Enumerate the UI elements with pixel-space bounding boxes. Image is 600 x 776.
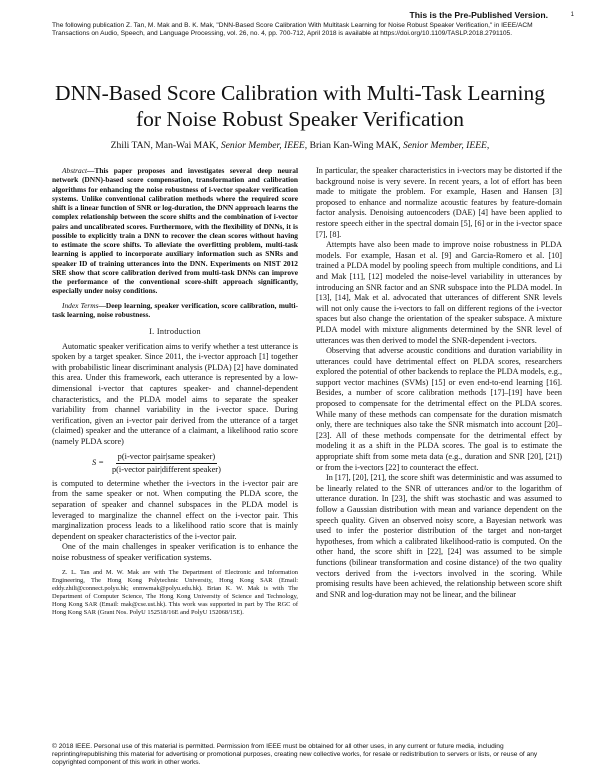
author-role-1: Senior Member, IEEE, — [220, 140, 308, 151]
intro-paragraph-2: is computed to determine whether the i-vectors in the i-vector pair are from the same speaker or not. When computing the PLDA score, the separation of speaker and channel subspaces in the PLDA model is leveraged to marginalize the channel effect on the i-vector pair. This marginalization process leads to a likelihood ratio score that is mainly dependent on speaker characteristics of the i-vector pair. — [52, 478, 298, 541]
right-paragraph-3: Observing that adverse acoustic conditions and duration variability in utterances could have detrimental effect on PLDA scores, researchers explored the potential of other backends to replace the PLDA models, e.g., support vector machines (SVMs) [15] or even end-to-end learning [16]. Besides, a number of score calibration methods [17]–[19] have been proposed to compensate for the detrimental effect on the PLDA scores. While many of these methods can compensate for the duration mismatch only, there are techniques also take the SNR mismatch into account [20]–[23]. All of these methods compensate for the detrimental effect by modeling it as a shift in the PLDA scores. The goal is to estimate the appropriate shift from some meta data (e.g., duration and SNR [20], [21]) or from the i-vectors [22] to counteract the effect. — [316, 346, 562, 472]
equation-denominator: p(i-vector pair|different speaker) — [111, 465, 221, 475]
authors-middle: Brian Kan-Wing MAK, — [307, 140, 403, 151]
authors-prefix: Zhili TAN, Man-Wai MAK, — [110, 140, 221, 151]
equation-fraction — [110, 452, 223, 476]
page-number: 1 — [570, 12, 574, 18]
abstract-label: Abstract — [62, 166, 88, 175]
section-heading-introduction: I. Introduction — [149, 327, 201, 336]
index-terms-text: —Deep learning, speaker verification, score calibration, multi-task learning, noise robustness. — [52, 300, 298, 319]
intro-paragraph-1: Automatic speaker verification aims to verify whether a test utterance is spoken by a target speaker. Since 2011, the i-vector approach [1] together with probabilistic linear discriminant analysis (PLDA) [2] have dominated this area. Under this framework, each utterance is represented by a low-dimensional i-vector that captures speaker- and channel-dependent characteristics, and the PLDA model aims to separate the speaker variability from channel variability in the i-vector space. During verification, given an i-vector pair derived from the utterance of a target (claimed) speaker and the utterance of a claimant, a likelihood ratio score (namely PLDA score) — [52, 341, 298, 446]
right-paragraph-2: Attempts have also been made to improve noise robustness in PLDA models. For example, Hasan et al. [9] and Garcia-Romero et al. [10] trained a PLDA model by pooling speech from multiple conditions, and Li and Mak [11], [12] modeled the noise-level variability in utterances by introducing an SNR factor and an SNR subspace into the PLDA model. In [13], [14], Mak et al. advocated that utterances of different SNR levels will not only cause the i-vectors to fall on different regions of the i-vector spaces but also change the orientation of the speaker subspace. A mixture PLDA model with mixture alignments determined by the SNR level of utterances was then derived to model the SNR-dependent i-vectors. — [316, 240, 562, 345]
index-terms — [52, 301, 298, 320]
left-column — [52, 166, 298, 617]
right-column — [316, 166, 562, 600]
copyright-notice: © 2018 IEEE. Personal use of this material is permitted. Permission from IEEE must be obtained for all other uses, in any current or future media, including reprinting/republishing this material for advertising or promotional purposes, creating new collective works, for resale or redistribution to servers or lists, or reuse of any copyrighted component of this work in other works. — [52, 743, 538, 767]
index-terms-label: Index Terms — [62, 300, 99, 310]
plda-score-equation — [52, 452, 298, 476]
author-role-2: Senior Member, IEEE, — [403, 140, 490, 151]
publication-note: The following publication Z. Tan, M. Mak and B. K. Mak, "DNN-Based Score Calibration With Multitask Learning for Noise Robust Speaker Verification," in IEEE/ACM Transactions on Audio, Speech, and Language Processing, vol. 26, no. 4, pp. 700-712, April 2018 is available at https://doi.org/10.1109/TASLP.2018.2791105. — [52, 22, 533, 38]
author-footnote: Z. L. Tan and M. W. Mak are with The Department of Electronic and Information Engineering, The Hong Kong Polytechnic University, Hong Kong SAR (Email: eddy.zhili@connect.polyu.hk; enmwmak@polyu.edu.hk). Brian K. W. Mak is with The Department of Computer Science, The Hong Kong University of Science and Technology, Hong Kong SAR (Email: mak@cse.ust.hk). This work was supported in part by The RGC of Hong Kong SAR (Grant Nos. PolyU 152518/16E and PolyU 152068/15E). — [52, 569, 298, 616]
intro-paragraph-3: One of the main challenges in speaker verification is to enhance the noise robustness of speaker verification systems. — [52, 542, 298, 562]
right-paragraph-4: In [17], [20], [21], the score shift was deterministic and was assumed to be linearly related to the SNR of utterances and/or to the logarithm of utterance duration. In [23], the shift was stochastic and was assumed to follow a Gaussian distribution with mean and variance dependent on the speech quality. Given an observed noisy score, a Bayesian network was used to infer the posterior distribution of the target and non-target hypotheses, from which a calibrated likelihood-ratio is computed. On the other hand, the score shift in [22], [24] was assumed to be simple functions (bilinear transformation and cosine distance) of the two quality vectors derived from the i-vectors involved in the scoring. While promising results have been achieved, the relationship between score shift and SNR and log-duration may not be linear, and the bilinear — [316, 473, 562, 599]
pre-published-banner: This is the Pre-Published Version. — [409, 10, 548, 20]
abstract — [52, 166, 298, 296]
abstract-text: —This paper proposes and investigates several deep neural network (DNN)-based score compensation, transformation and calibration algorithms for enhancing the noise robustness of i-vector speaker verification systems. Unlike conventional calibration methods where the required score shift is a linear function of SNR or log-duration, the DNN approach learns the complex relationship between the score shifts and the combination of i-vector pairs and uncalibrated scores. Furthermore, with the flexibility of DNNs, it is possible to explicitly train a DNN to recover the clean scores without having to estimate the score shifts. To alleviate the overfitting problem, multi-task learning is applied to incorporate auxiliary information such as SNRs and speaker ID of training utterances into the DNN. Experiments on NIST 2012 SRE show that score calibration derived from multi-task DNNs can improve the performance of the conventional score-shift approach significantly, especially under noisy conditions. — [52, 166, 298, 296]
paper-title: DNN-Based Score Calibration with Multi-Task Learning for Noise Robust Speaker Verification — [55, 81, 545, 131]
right-paragraph-1: In particular, the speaker characteristics in i-vectors may be distorted if the background noise is very severe. In recent years, a lot of effort has been made to mitigate the problem. For example, Hasen and Hansen [3] proposed to enhance and normalize acoustic features by feature-domain factor analysis. Denoising autoencoders (DAE) [4] have been applied to restore speech either in the spectral domain [5], [6] or in the i-vector space [7], [8]. — [316, 166, 562, 239]
author-line — [40, 140, 560, 151]
equation-lhs: S = — [92, 458, 104, 468]
equation-numerator: p(i-vector pair|same speaker) — [116, 452, 217, 465]
